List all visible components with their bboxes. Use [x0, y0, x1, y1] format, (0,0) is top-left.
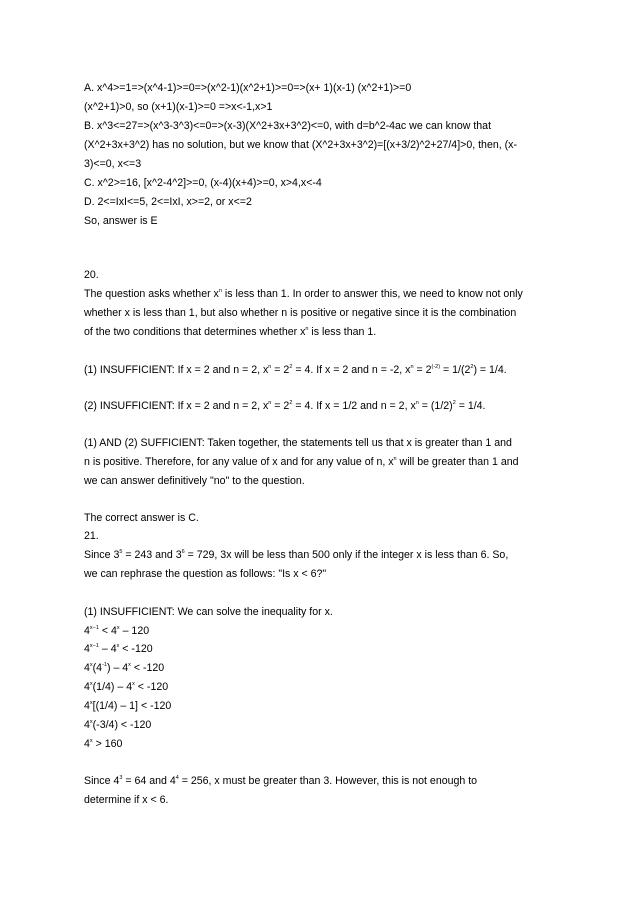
math-line: $4^x(1/4) - 4^x < -120$ [84, 681, 169, 693]
text-line: we can answer definitively "no" to the question. [84, 475, 305, 487]
text-line: D. 2<=IxI<=5, 2<=IxI, x>=2, or x<=2 [84, 196, 252, 208]
text-line: we can rephrase the question as follows: "Is x < 6?" [84, 568, 327, 580]
question-number: 21. [84, 530, 99, 542]
math-line: $4^{x-1} < 4^x - 120$ [84, 625, 150, 637]
text-line: So, answer is E [84, 215, 158, 227]
math-line: 4$^x$[(1/4) – 1] < -120 [84, 700, 172, 712]
text-line: 3)<=0, x<=3 [84, 158, 142, 170]
text-line: The question asks whether $x^n$ is less than 1. In order to answer this, we need to know not only [84, 288, 523, 300]
statement-2: (2) INSUFFICIENT: If x = 2 and n = 2, $x^n = 2^2 = 4$. If x = 1/2 and n = 2, $x^n = (1/2)^2 = 1/4$. [84, 400, 486, 412]
text-line: whether x is less than 1, but also whether n is positive or negative since it is the combination [84, 307, 517, 319]
text-line: (1) INSUFFICIENT: We can solve the inequality for x. [84, 606, 333, 618]
text-line: B. x^3<=27=>(x^3-3^3)<=0=>(x-3)(X^2+3x+3^2)<=0, with d=b^2-4ac we can know that [84, 120, 492, 132]
math-line: $4^x(-3/4) < -120$ [84, 719, 152, 731]
text-line: Since $4^3 = 64$ and $4^4 = 256$, x must be greater than 3. However, this is not enough to [84, 775, 478, 787]
text-line: (x^2+1)>0, so (x+1)(x-1)>=0 =>x<-1,x>1 [84, 101, 273, 113]
text-line: Since $3^5 = 243$ and $3^6 = 729$, 3x will be less than 500 only if the integer x is less than 6. So, [84, 549, 509, 561]
math-line: $4^{x-1} - 4^x < -120$ [84, 643, 153, 655]
text-line: determine if x < 6. [84, 794, 169, 806]
math-line: $4^x > 160$ [84, 738, 123, 750]
text-line: (X^2+3x+3^2) has no solution, but we know that (X^2+3x+3^2)=[(x+3/2)^2+27/4]>0, then, (x- [84, 139, 517, 151]
statement-1: (1) INSUFFICIENT: If x = 2 and n = 2, $x^n = 2^2 = 4$. If x = 2 and n = -2, $x^n = 2^{(-2)} = 1/(2^2) = 1/4$. [84, 364, 507, 376]
text-line: C. x^2>=16, [x^2-4^2]>=0, (x-4)(x+4)>=0, x>4,x<-4 [84, 177, 322, 189]
text-line: n is positive. Therefore, for any value of x and for any value of n, $x^n$ will be greater than 1 and [84, 456, 519, 468]
math-line: $4^x(4^{-1}) - 4^x < -120$ [84, 662, 165, 674]
question-number: 20. [84, 269, 99, 281]
text-line: of the two conditions that determines whether $x^n$ is less than 1. [84, 326, 377, 338]
text-line: A. x^4>=1=>(x^4-1)>=0=>(x^2-1)(x^2+1)>=0=>(x+ 1)(x-1) (x^2+1)>=0 [84, 82, 412, 94]
text-line: (1) AND (2) SUFFICIENT: Taken together, the statements tell us that x is greater than 1 and [84, 437, 512, 449]
answer-line: The correct answer is C. [84, 512, 199, 524]
